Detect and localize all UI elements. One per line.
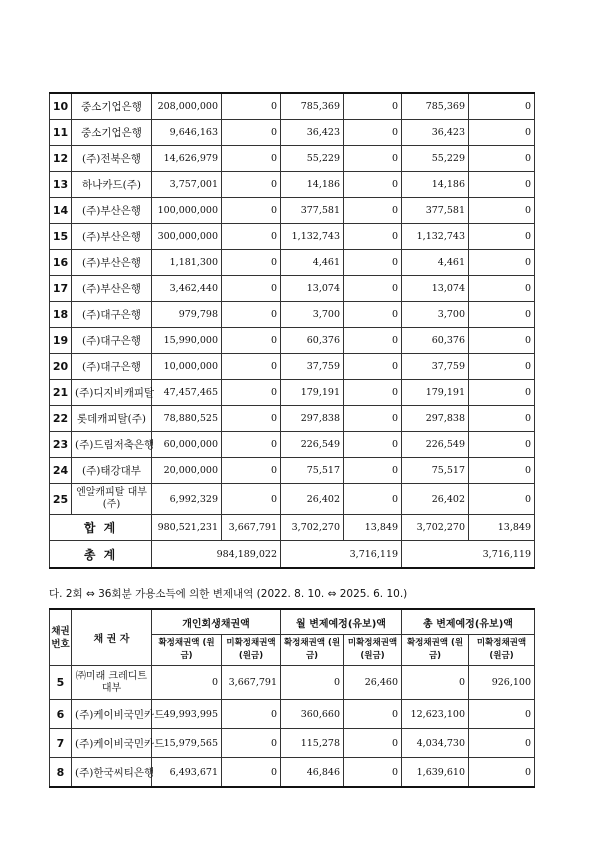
grand-total-overall: 3,716,119 — [402, 541, 535, 569]
total-unconfirmed: 0 — [469, 729, 535, 758]
unconfirmed-claim: 0 — [222, 354, 281, 380]
total-confirmed: 75,517 — [402, 458, 469, 484]
row-number: 11 — [50, 120, 72, 146]
table-row — [50, 666, 535, 700]
total-confirmed: 14,186 — [402, 172, 469, 198]
monthly-unconfirmed: 0 — [344, 328, 402, 354]
table-row — [50, 484, 535, 515]
confirmed-claim: 60,000,000 — [152, 432, 222, 458]
creditor-name: (주)대구은행 — [72, 302, 152, 328]
table-row — [50, 120, 535, 146]
creditor-name: (주)케이비국민카드 — [72, 729, 152, 758]
monthly-confirmed: 3,700 — [281, 302, 344, 328]
monthly-unconfirmed: 0 — [344, 406, 402, 432]
total-confirmed: 37,759 — [402, 354, 469, 380]
monthly-unconfirmed: 0 — [344, 758, 402, 788]
section-title: 다. 2회 ⇔ 36회분 가용소득에 의한 변제내역 (2022. 8. 10. ⇔ 2025. 6. 10.) — [49, 588, 408, 600]
row-number: 17 — [50, 276, 72, 302]
total-unconfirmed: 0 — [469, 700, 535, 729]
row-number: 12 — [50, 146, 72, 172]
confirmed-claim: 20,000,000 — [152, 458, 222, 484]
total-unconfirmed: 0 — [469, 328, 535, 354]
monthly-confirmed: 26,402 — [281, 484, 344, 515]
table-row — [50, 146, 535, 172]
unconfirmed-claim: 0 — [222, 302, 281, 328]
unconfirmed-claim: 0 — [222, 380, 281, 406]
monthly-confirmed: 0 — [281, 666, 344, 700]
total-unconfirmed: 0 — [469, 458, 535, 484]
header-claim-number: 채권 번호 — [50, 609, 72, 666]
table-row — [50, 700, 535, 729]
monthly-confirmed: 360,660 — [281, 700, 344, 729]
creditor-name: (주)부산은행 — [72, 224, 152, 250]
unconfirmed-claim: 0 — [222, 484, 281, 515]
total-unconfirmed: 0 — [469, 146, 535, 172]
monthly-confirmed: 13,074 — [281, 276, 344, 302]
creditor-name: (주)태강대부 — [72, 458, 152, 484]
sum-label: 합 계 — [50, 515, 152, 541]
header-confirmed-1: 확정채권액 (원금) — [152, 635, 222, 666]
table-row — [50, 406, 535, 432]
creditor-name: (주)대구은행 — [72, 354, 152, 380]
confirmed-claim: 3,462,440 — [152, 276, 222, 302]
monthly-unconfirmed: 26,460 — [344, 666, 402, 700]
monthly-unconfirmed: 0 — [344, 729, 402, 758]
table-row — [50, 354, 535, 380]
monthly-confirmed: 60,376 — [281, 328, 344, 354]
creditor-name: 중소기업은행 — [72, 120, 152, 146]
unconfirmed-claim: 0 — [222, 328, 281, 354]
confirmed-claim: 14,626,979 — [152, 146, 222, 172]
total-confirmed: 785,369 — [402, 93, 469, 120]
header-confirmed-3: 확정채권액 (원금) — [402, 635, 469, 666]
confirmed-claim: 6,493,671 — [152, 758, 222, 788]
total-confirmed: 55,229 — [402, 146, 469, 172]
creditor-name: (주)대구은행 — [72, 328, 152, 354]
confirmed-claim: 47,457,465 — [152, 380, 222, 406]
sum-total-confirmed: 3,702,270 — [402, 515, 469, 541]
creditor-table-continued — [49, 92, 535, 569]
creditor-name: 중소기업은행 — [72, 93, 152, 120]
creditor-name: (주)부산은행 — [72, 276, 152, 302]
creditor-name: 하나카드(주) — [72, 172, 152, 198]
total-confirmed: 1,639,610 — [402, 758, 469, 788]
total-confirmed: 60,376 — [402, 328, 469, 354]
monthly-confirmed: 37,759 — [281, 354, 344, 380]
total-unconfirmed: 0 — [469, 224, 535, 250]
header-unconfirmed-2: 미확정채권액 (원금) — [344, 635, 402, 666]
grand-total-label: 총 계 — [50, 541, 152, 569]
unconfirmed-claim: 0 — [222, 146, 281, 172]
confirmed-claim: 979,798 — [152, 302, 222, 328]
total-unconfirmed: 0 — [469, 380, 535, 406]
total-unconfirmed: 0 — [469, 120, 535, 146]
header-row-1 — [50, 609, 535, 635]
monthly-unconfirmed: 0 — [344, 380, 402, 406]
total-unconfirmed: 0 — [469, 250, 535, 276]
header-unconfirmed-3: 미확정채권액 (원금) — [469, 635, 535, 666]
creditor-name: 엔알캐피탈 대부(주) — [72, 484, 152, 515]
row-number: 18 — [50, 302, 72, 328]
table-row — [50, 380, 535, 406]
monthly-confirmed: 377,581 — [281, 198, 344, 224]
row-number: 16 — [50, 250, 72, 276]
monthly-confirmed: 36,423 — [281, 120, 344, 146]
monthly-confirmed: 75,517 — [281, 458, 344, 484]
grand-total-row — [50, 541, 535, 569]
table-row — [50, 328, 535, 354]
table-row — [50, 758, 535, 788]
row-number: 6 — [50, 700, 72, 729]
grand-total-monthly: 3,716,119 — [281, 541, 402, 569]
table-row — [50, 198, 535, 224]
table-row — [50, 276, 535, 302]
creditor-name: (주)전북은행 — [72, 146, 152, 172]
monthly-unconfirmed: 0 — [344, 432, 402, 458]
monthly-confirmed: 115,278 — [281, 729, 344, 758]
monthly-unconfirmed: 0 — [344, 700, 402, 729]
total-confirmed: 226,549 — [402, 432, 469, 458]
row-number: 15 — [50, 224, 72, 250]
creditor-name: (주)한국씨티은행 — [72, 758, 152, 788]
confirmed-claim: 9,646,163 — [152, 120, 222, 146]
monthly-unconfirmed: 0 — [344, 93, 402, 120]
confirmed-claim: 208,000,000 — [152, 93, 222, 120]
monthly-unconfirmed: 0 — [344, 458, 402, 484]
sum-confirmed: 980,521,231 — [152, 515, 222, 541]
creditor-name: (주)부산은행 — [72, 198, 152, 224]
total-confirmed: 1,132,743 — [402, 224, 469, 250]
monthly-unconfirmed: 0 — [344, 354, 402, 380]
creditor-name: ㈜미래 크레디트대부 — [72, 666, 152, 700]
total-unconfirmed: 0 — [469, 354, 535, 380]
monthly-unconfirmed: 0 — [344, 120, 402, 146]
unconfirmed-claim: 0 — [222, 172, 281, 198]
total-unconfirmed: 0 — [469, 302, 535, 328]
total-confirmed: 13,074 — [402, 276, 469, 302]
confirmed-claim: 6,992,329 — [152, 484, 222, 515]
total-unconfirmed: 0 — [469, 406, 535, 432]
monthly-unconfirmed: 0 — [344, 484, 402, 515]
monthly-unconfirmed: 0 — [344, 172, 402, 198]
monthly-confirmed: 1,132,743 — [281, 224, 344, 250]
unconfirmed-claim: 3,667,791 — [222, 666, 281, 700]
unconfirmed-claim: 0 — [222, 406, 281, 432]
total-confirmed: 4,034,730 — [402, 729, 469, 758]
unconfirmed-claim: 0 — [222, 432, 281, 458]
row-number: 14 — [50, 198, 72, 224]
table-row — [50, 729, 535, 758]
table-row — [50, 432, 535, 458]
total-unconfirmed: 0 — [469, 93, 535, 120]
row-number: 21 — [50, 380, 72, 406]
total-confirmed: 179,191 — [402, 380, 469, 406]
table-row — [50, 458, 535, 484]
confirmed-claim: 78,880,525 — [152, 406, 222, 432]
unconfirmed-claim: 0 — [222, 729, 281, 758]
creditor-name: 롯데캐피탈(주) — [72, 406, 152, 432]
confirmed-claim: 0 — [152, 666, 222, 700]
table-row — [50, 224, 535, 250]
row-number: 22 — [50, 406, 72, 432]
table-row — [50, 93, 535, 120]
total-confirmed: 4,461 — [402, 250, 469, 276]
confirmed-claim: 15,979,565 — [152, 729, 222, 758]
unconfirmed-claim: 0 — [222, 93, 281, 120]
sum-row — [50, 515, 535, 541]
header-rehab-claims: 개인회생채권액 — [152, 609, 281, 635]
unconfirmed-claim: 0 — [222, 198, 281, 224]
monthly-confirmed: 4,461 — [281, 250, 344, 276]
monthly-unconfirmed: 0 — [344, 224, 402, 250]
creditor-name: (주)부산은행 — [72, 250, 152, 276]
unconfirmed-claim: 0 — [222, 224, 281, 250]
total-confirmed: 26,402 — [402, 484, 469, 515]
monthly-unconfirmed: 0 — [344, 302, 402, 328]
row-number: 8 — [50, 758, 72, 788]
creditor-name: (주)디지비캐피탈 — [72, 380, 152, 406]
table-row — [50, 302, 535, 328]
sum-monthly-unconfirmed: 13,849 — [344, 515, 402, 541]
confirmed-claim: 100,000,000 — [152, 198, 222, 224]
row-number: 20 — [50, 354, 72, 380]
total-confirmed: 377,581 — [402, 198, 469, 224]
row-number: 7 — [50, 729, 72, 758]
monthly-confirmed: 785,369 — [281, 93, 344, 120]
header-total-repayment: 총 변제예정(유보)액 — [402, 609, 535, 635]
confirmed-claim: 300,000,000 — [152, 224, 222, 250]
row-number: 13 — [50, 172, 72, 198]
header-unconfirmed-1: 미확정채권액 (원금) — [222, 635, 281, 666]
table-row — [50, 172, 535, 198]
row-number: 10 — [50, 93, 72, 120]
monthly-confirmed: 297,838 — [281, 406, 344, 432]
confirmed-claim: 3,757,001 — [152, 172, 222, 198]
grand-total-claims: 984,189,022 — [152, 541, 281, 569]
total-unconfirmed: 0 — [469, 758, 535, 788]
confirmed-claim: 1,181,300 — [152, 250, 222, 276]
unconfirmed-claim: 0 — [222, 276, 281, 302]
total-unconfirmed: 926,100 — [469, 666, 535, 700]
confirmed-claim: 15,990,000 — [152, 328, 222, 354]
unconfirmed-claim: 0 — [222, 120, 281, 146]
total-unconfirmed: 0 — [469, 484, 535, 515]
repayment-table — [49, 608, 535, 788]
sum-unconfirmed: 3,667,791 — [222, 515, 281, 541]
monthly-unconfirmed: 0 — [344, 250, 402, 276]
row-number: 25 — [50, 484, 72, 515]
unconfirmed-claim: 0 — [222, 458, 281, 484]
creditor-name: (주)케이비국민카드 — [72, 700, 152, 729]
row-number: 23 — [50, 432, 72, 458]
monthly-confirmed: 46,846 — [281, 758, 344, 788]
row-number: 5 — [50, 666, 72, 700]
row-number: 24 — [50, 458, 72, 484]
total-confirmed: 0 — [402, 666, 469, 700]
header-creditor: 채 권 자 — [72, 609, 152, 666]
total-unconfirmed: 0 — [469, 198, 535, 224]
monthly-confirmed: 179,191 — [281, 380, 344, 406]
monthly-confirmed: 226,549 — [281, 432, 344, 458]
confirmed-claim: 10,000,000 — [152, 354, 222, 380]
unconfirmed-claim: 0 — [222, 700, 281, 729]
sum-monthly-confirmed: 3,702,270 — [281, 515, 344, 541]
total-confirmed: 3,700 — [402, 302, 469, 328]
total-confirmed: 12,623,100 — [402, 700, 469, 729]
creditor-name: (주)드림저축은행 — [72, 432, 152, 458]
header-confirmed-2: 확정채권액 (원금) — [281, 635, 344, 666]
total-unconfirmed: 0 — [469, 276, 535, 302]
monthly-unconfirmed: 0 — [344, 276, 402, 302]
unconfirmed-claim: 0 — [222, 250, 281, 276]
table-row — [50, 250, 535, 276]
header-monthly-repayment: 월 변제예정(유보)액 — [281, 609, 402, 635]
monthly-unconfirmed: 0 — [344, 146, 402, 172]
monthly-unconfirmed: 0 — [344, 198, 402, 224]
total-unconfirmed: 0 — [469, 432, 535, 458]
row-number: 19 — [50, 328, 72, 354]
total-unconfirmed: 0 — [469, 172, 535, 198]
monthly-confirmed: 14,186 — [281, 172, 344, 198]
unconfirmed-claim: 0 — [222, 758, 281, 788]
sum-total-unconfirmed: 13,849 — [469, 515, 535, 541]
confirmed-claim: 49,993,995 — [152, 700, 222, 729]
monthly-confirmed: 55,229 — [281, 146, 344, 172]
total-confirmed: 36,423 — [402, 120, 469, 146]
total-confirmed: 297,838 — [402, 406, 469, 432]
